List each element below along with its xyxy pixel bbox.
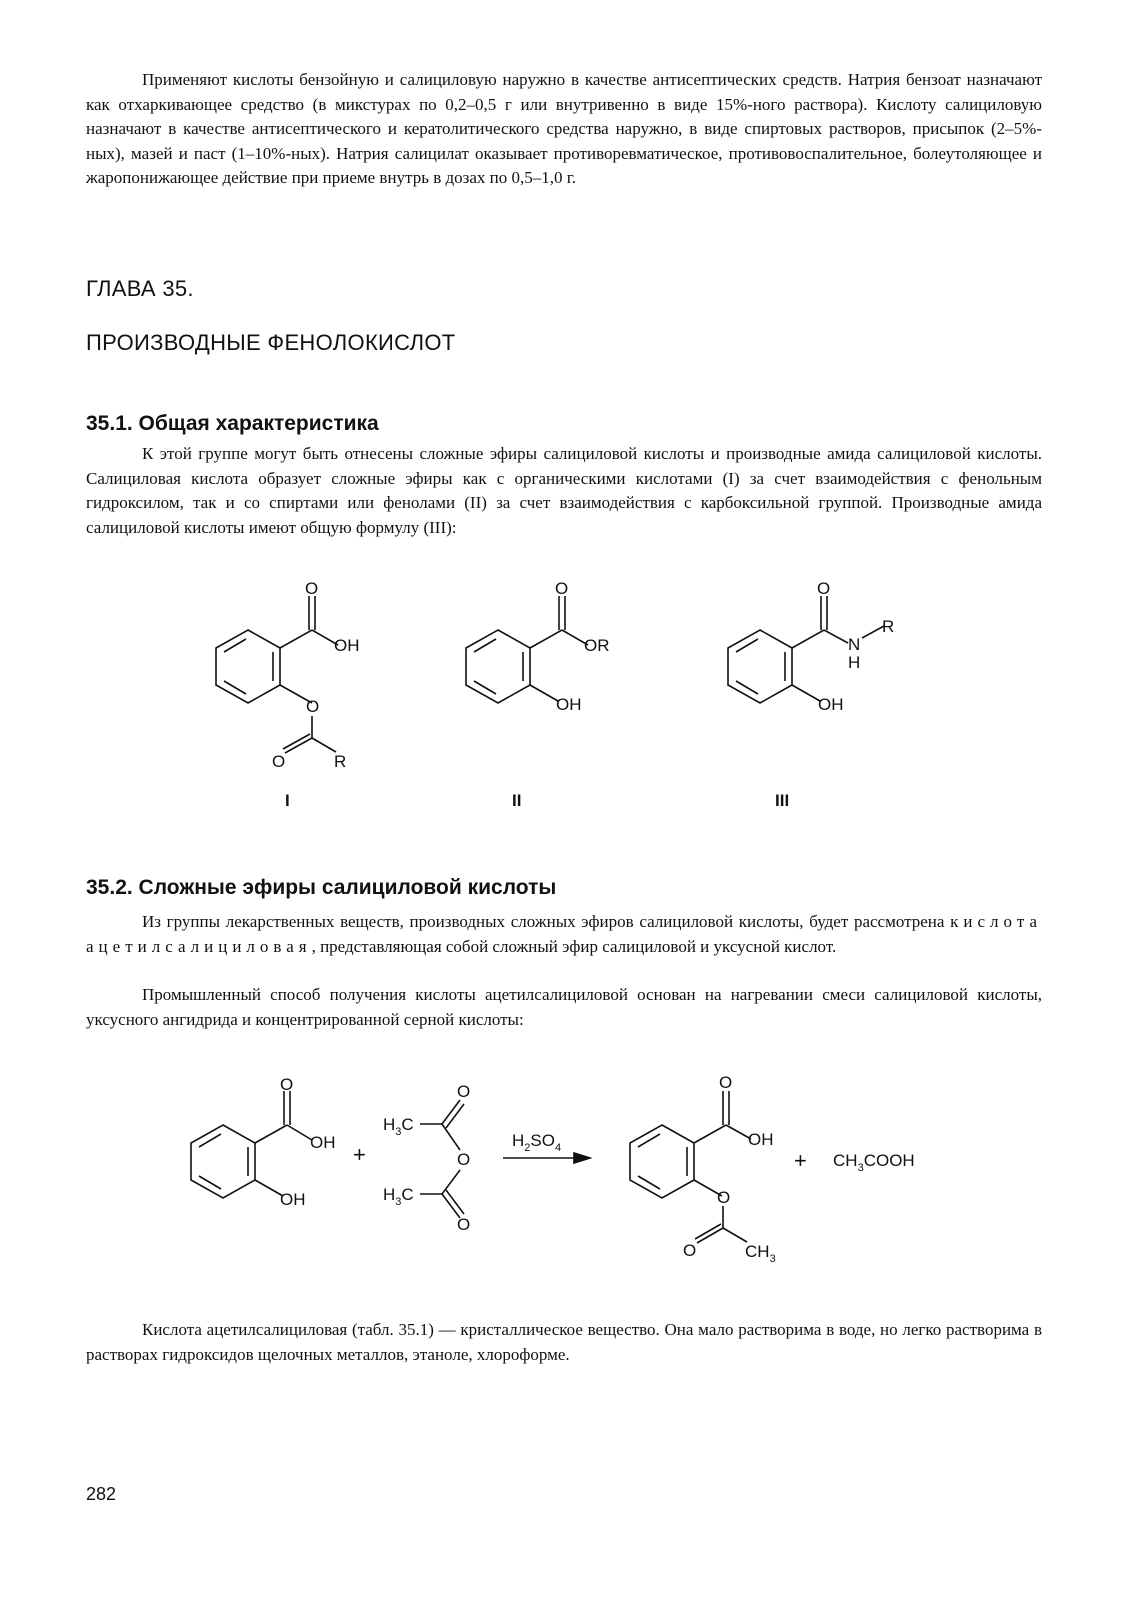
p1-spaced-term: кислота ацетилсалициловая [86,912,1042,956]
section-heading-35-1: 35.1. Общая характеристика [86,412,379,435]
plus-2: + [794,1148,807,1173]
product-acetic-acid: $CH_3COOH$ [833,1151,915,1174]
section-35-1-paragraph: К этой группе могут быть отнесены сложные эфиры салициловой кислоты и производные амида салициловой кислоты. Салициловая кислота образует сложные эфиры как с органическими кислотами (I) за счет взаимодействия с фенольным гидроксилом, так и со спиртами или фенолами (II) за счет взаимодействия с карбоксильной группой. Производные амида салициловой кислоты имеют общую формулу (III): [86,444,1042,537]
I-r-label: R [334,752,347,771]
asa-ch3: $CH_3$ [745,1242,776,1265]
reactant-acetic-anhydride [383,1082,470,1234]
anh-o-top: O [457,1082,471,1101]
intro-paragraph: Применяют кислоты бензойную и салициловую наружно в качестве антисептических средств. Натрия бензоат назначают как отхаркивающее средство (в микстурах по 0,2–0,5 г или внутривенно в виде 15%-ного раствора). Кислоту салициловую назначают в качестве антисептического и кератолитического средства наружно, в виде спиртовых растворов, присыпок (2–5%-ных), мазей и паст (1–10%-ных). Натрия салицилат оказывает противоревматическое, противовоспалительное, болеутоляющее и жаропонижающее действие при приеме внутрь в дозах по 0,5–1,0 г. [86,70,1042,187]
final-paragraph: Кислота ацетилсалициловая (табл. 35.1) — кристаллическое вещество. Она мало растворима в воде, но легко растворима в растворах гидроксидов щелочных металлов, этаноле, хлороформе. [86,1320,1042,1364]
structure-II [466,579,610,714]
II-or-label: OR [584,636,610,655]
asa-oh-label: OH [748,1130,774,1149]
anh-o-bridge: O [457,1150,471,1169]
chapter-title: ПРОИЗВОДНЫЕ ФЕНОЛОКИСЛОТ [86,330,456,355]
III-carbonyl-o: O [817,579,831,598]
III-h-label: H [848,653,861,672]
III-oh-label: OH [818,695,844,714]
sa-oh-label: OH [310,1133,336,1152]
caption-I: I [285,791,290,810]
I-ether-o: O [306,697,320,716]
sa-phenol-oh: OH [280,1190,306,1209]
II-carbonyl-o: O [555,579,569,598]
I-ester-o: O [272,752,286,771]
caption-II: II [512,791,522,810]
reaction-scheme [0,1060,1132,1300]
I-oh-label: OH [334,636,360,655]
section-heading-35-2: 35.2. Сложные эфиры салициловой кислоты [86,876,557,899]
anh-h3c-top: $H_3C$ [383,1115,414,1138]
III-n-label: N [848,635,861,654]
anh-h3c-bottom: $H_3C$ [383,1185,414,1208]
chapter-number: ГЛАВА 35. [86,276,194,301]
catalyst-h2so4: $H_2SO_4$ [512,1131,562,1154]
structure-I [216,579,360,771]
asa-carbonyl-o: O [719,1073,733,1092]
plus-1: + [353,1142,366,1167]
anh-o-bottom: O [457,1215,471,1234]
sa-carbonyl-o: O [280,1075,294,1094]
asa-ester-o: O [683,1241,697,1260]
III-r-label: R [882,617,895,636]
I-carbonyl-o: O [305,579,319,598]
caption-III: III [775,791,790,810]
reactant-salicylic-acid [191,1075,336,1209]
II-oh-label: OH [556,695,582,714]
page-number: 282 [86,1484,117,1504]
structure-III [728,579,894,714]
asa-ether-o: O [717,1188,731,1207]
product-acetylsalicylic-acid [630,1073,776,1265]
section-35-2-paragraph-1 [86,910,1042,959]
structures-figure [0,570,1132,820]
arrow-head [574,1153,590,1163]
p1-after: , представляющая собой сложный эфир салициловой и уксусной кислот. [311,936,837,956]
section-35-2-paragraph-2: Промышленный способ получения кислоты ацетилсалициловой основан на нагревании смеси салициловой кислоты, уксусного ангидрида и концентрированной серной кислоты: [86,985,1042,1029]
p1-before: Из группы лекарственных веществ, производных сложных эфиров салициловой кислоты, будет рассмотрена [142,912,951,931]
